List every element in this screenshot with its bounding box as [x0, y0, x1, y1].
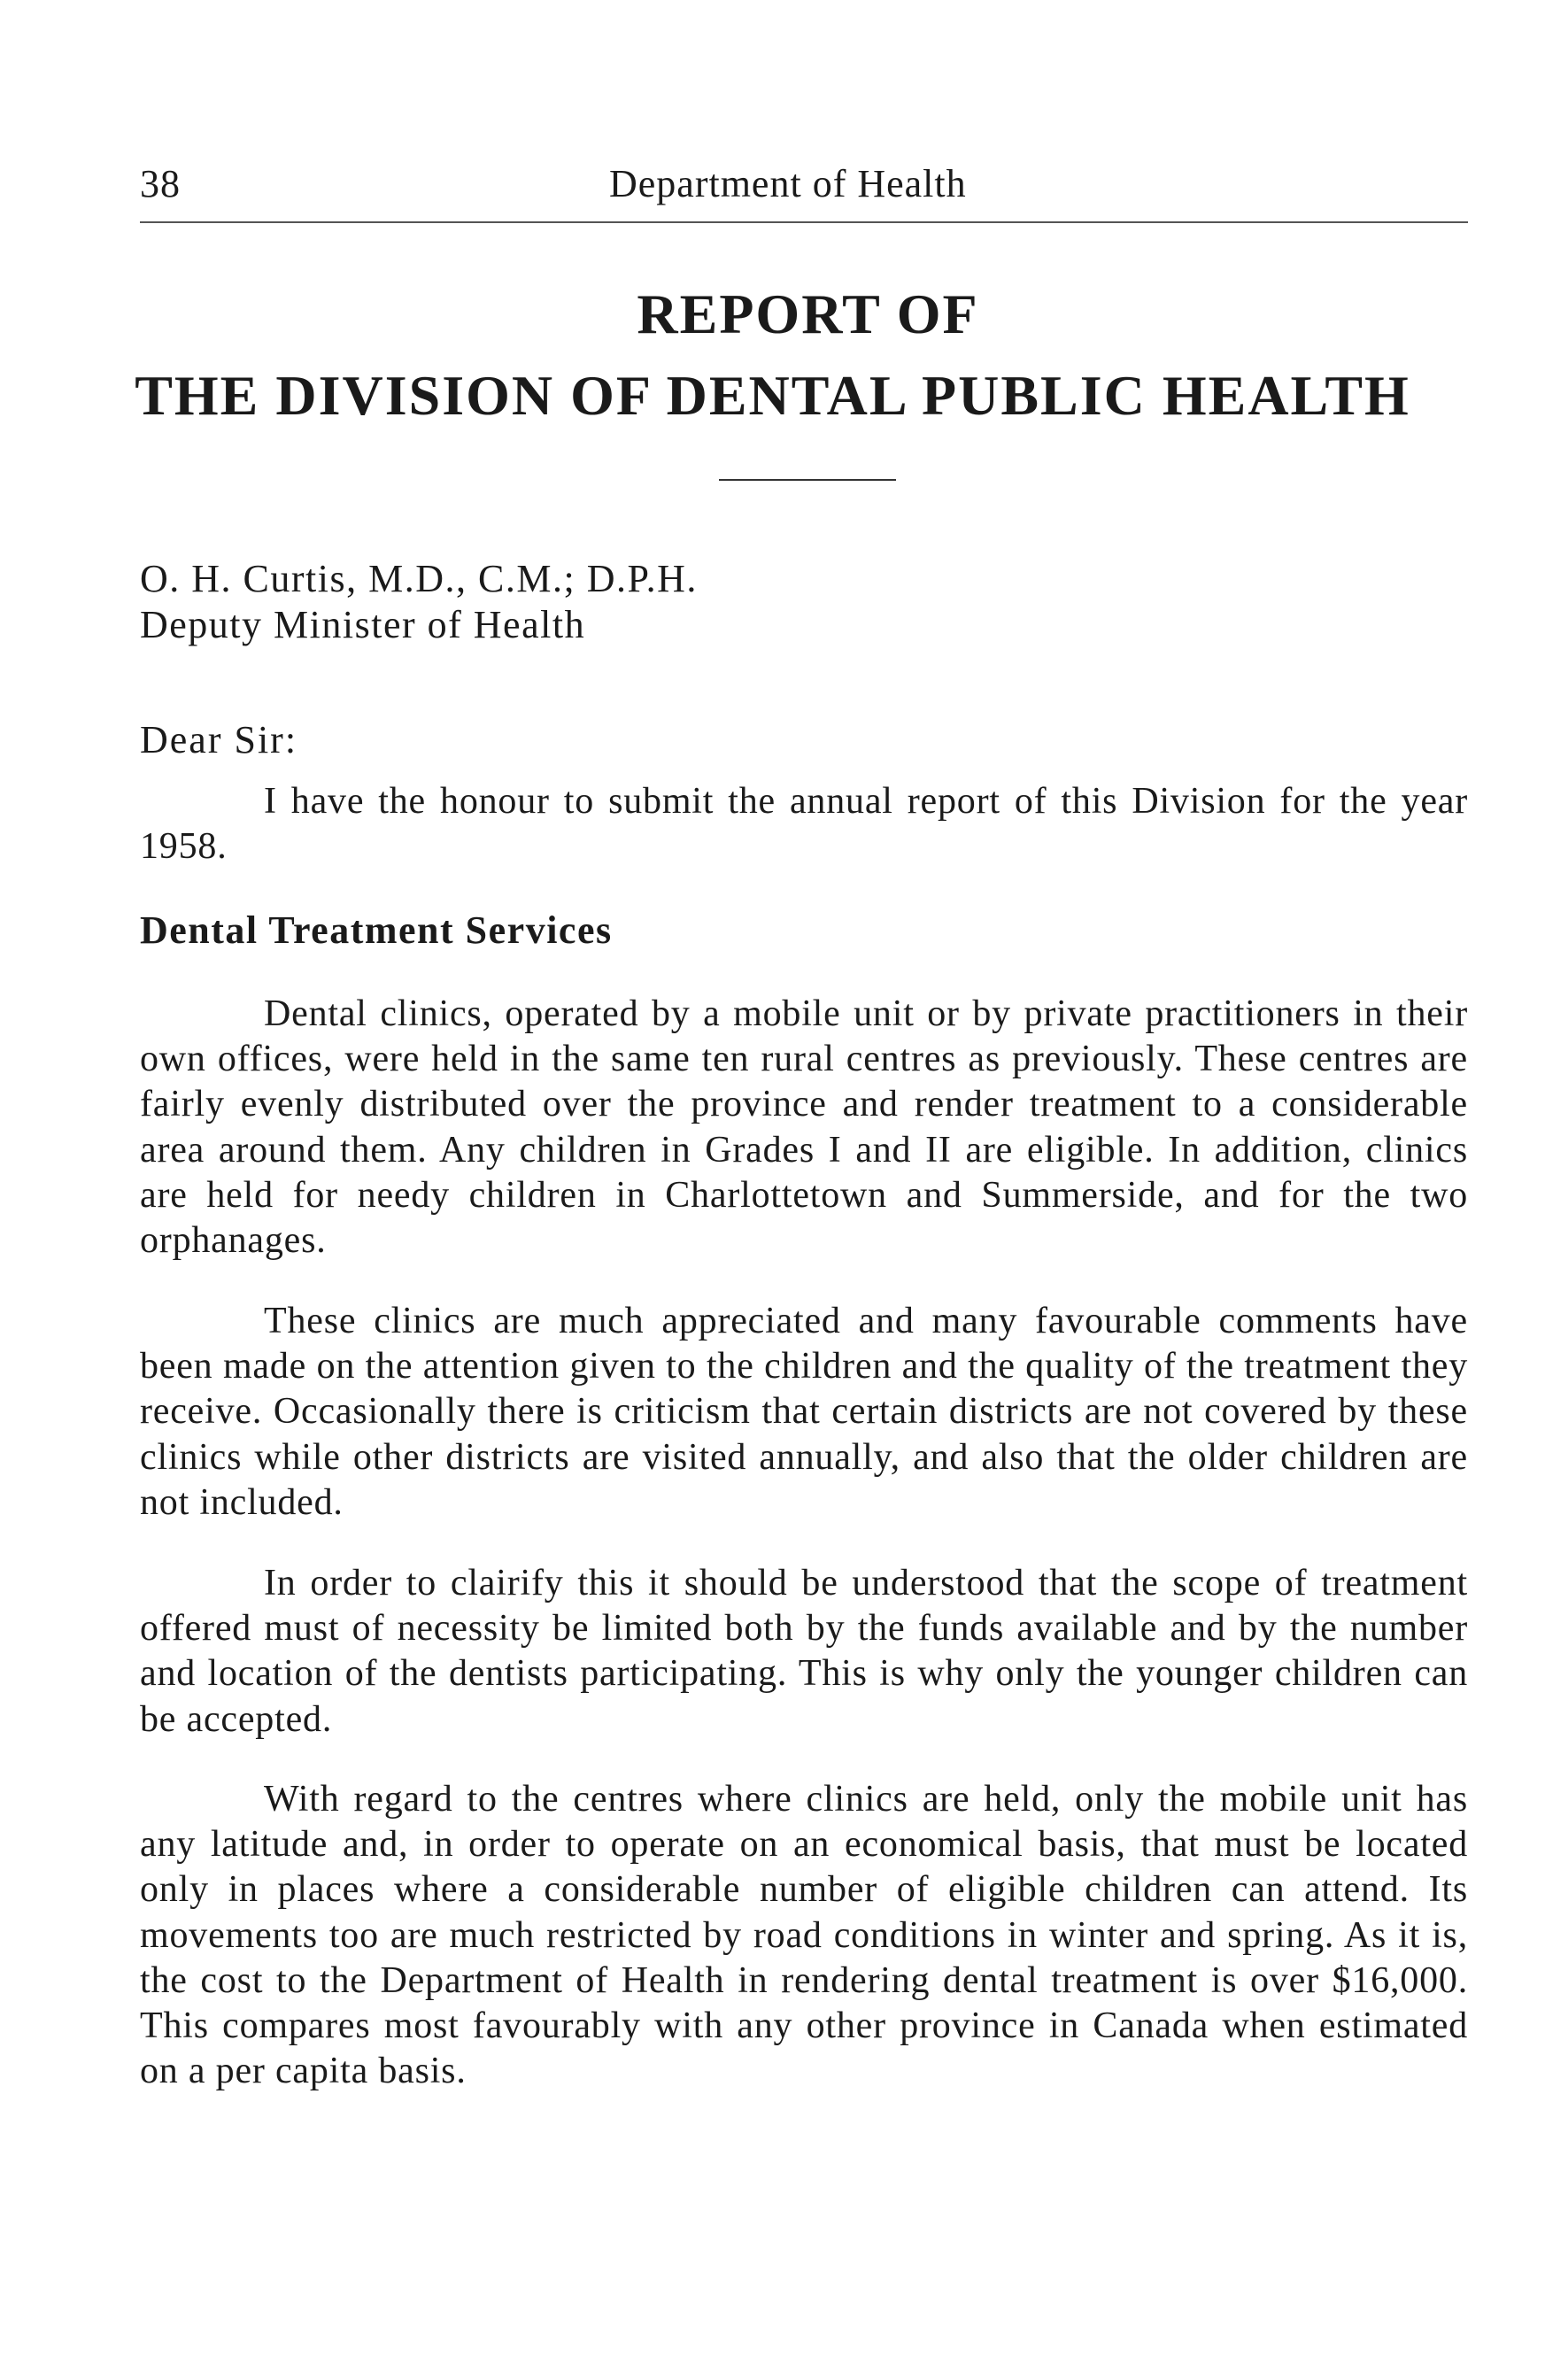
body-paragraph: With regard to the centres where clinics are held, only the mobile unit has any latitude and, in order to operate on an economical basis, that must be located only in places where a considerable number of eligible children can attend. Its movements too are much restricted by road conditions in winter and spring. As it is, the cost to the Department of Health in rendering dental treatment is over $16,000. This compares most favourably with any other province in Canada when estimated on a per capita basis.	[140, 1779, 1468, 2092]
addressee-name: O. H. Curtis, M.D., C.M.; D.P.H.	[140, 557, 698, 600]
addressee-position: Deputy Minister of Health	[140, 603, 586, 646]
body-paragraph: Dental clinics, operated by a mobile unit or by private practitioners in their own offices, were held in the same ten rural centres as previously. These centres are fairly evenly distributed over the province and render treatment to a considerable area around them. Any children in Grades I and II are eligible. In addition, clinics are held for needy children in Charlottetown and Summerside, and for the two orphanages.	[140, 993, 1468, 1262]
section-heading: Dental Treatment Services	[140, 908, 613, 952]
report-title-line-2: THE DIVISION OF DENTAL PUBLIC HEALTH	[135, 364, 1410, 427]
body-paragraph: These clinics are much appreciated and many favourable comments have been made on the attention given to the children and the quality of the treatment they receive. Occasionally there is criticism that certain districts are not covered by these clinics while other districts are visited annually, and also that the older children are not included.	[140, 1301, 1468, 1523]
salutation: Dear Sir:	[140, 718, 298, 761]
report-title-line-1: REPORT OF	[637, 282, 979, 345]
running-head	[140, 161, 1468, 214]
page-number: 38	[140, 162, 181, 205]
intro-paragraph: I have the honour to submit the annual report of this Division for the year 1958.	[140, 781, 1468, 868]
header-rule	[140, 221, 1468, 223]
body-paragraph: In order to clairify this it should be understood that the scope of treatment offered must of necessity be limited both by the funds available and by the number and location of the dentists participating. This is why only the younger children can be accepted.	[140, 1563, 1468, 1740]
title-divider	[719, 479, 896, 481]
running-title: Department of Health	[609, 162, 967, 205]
